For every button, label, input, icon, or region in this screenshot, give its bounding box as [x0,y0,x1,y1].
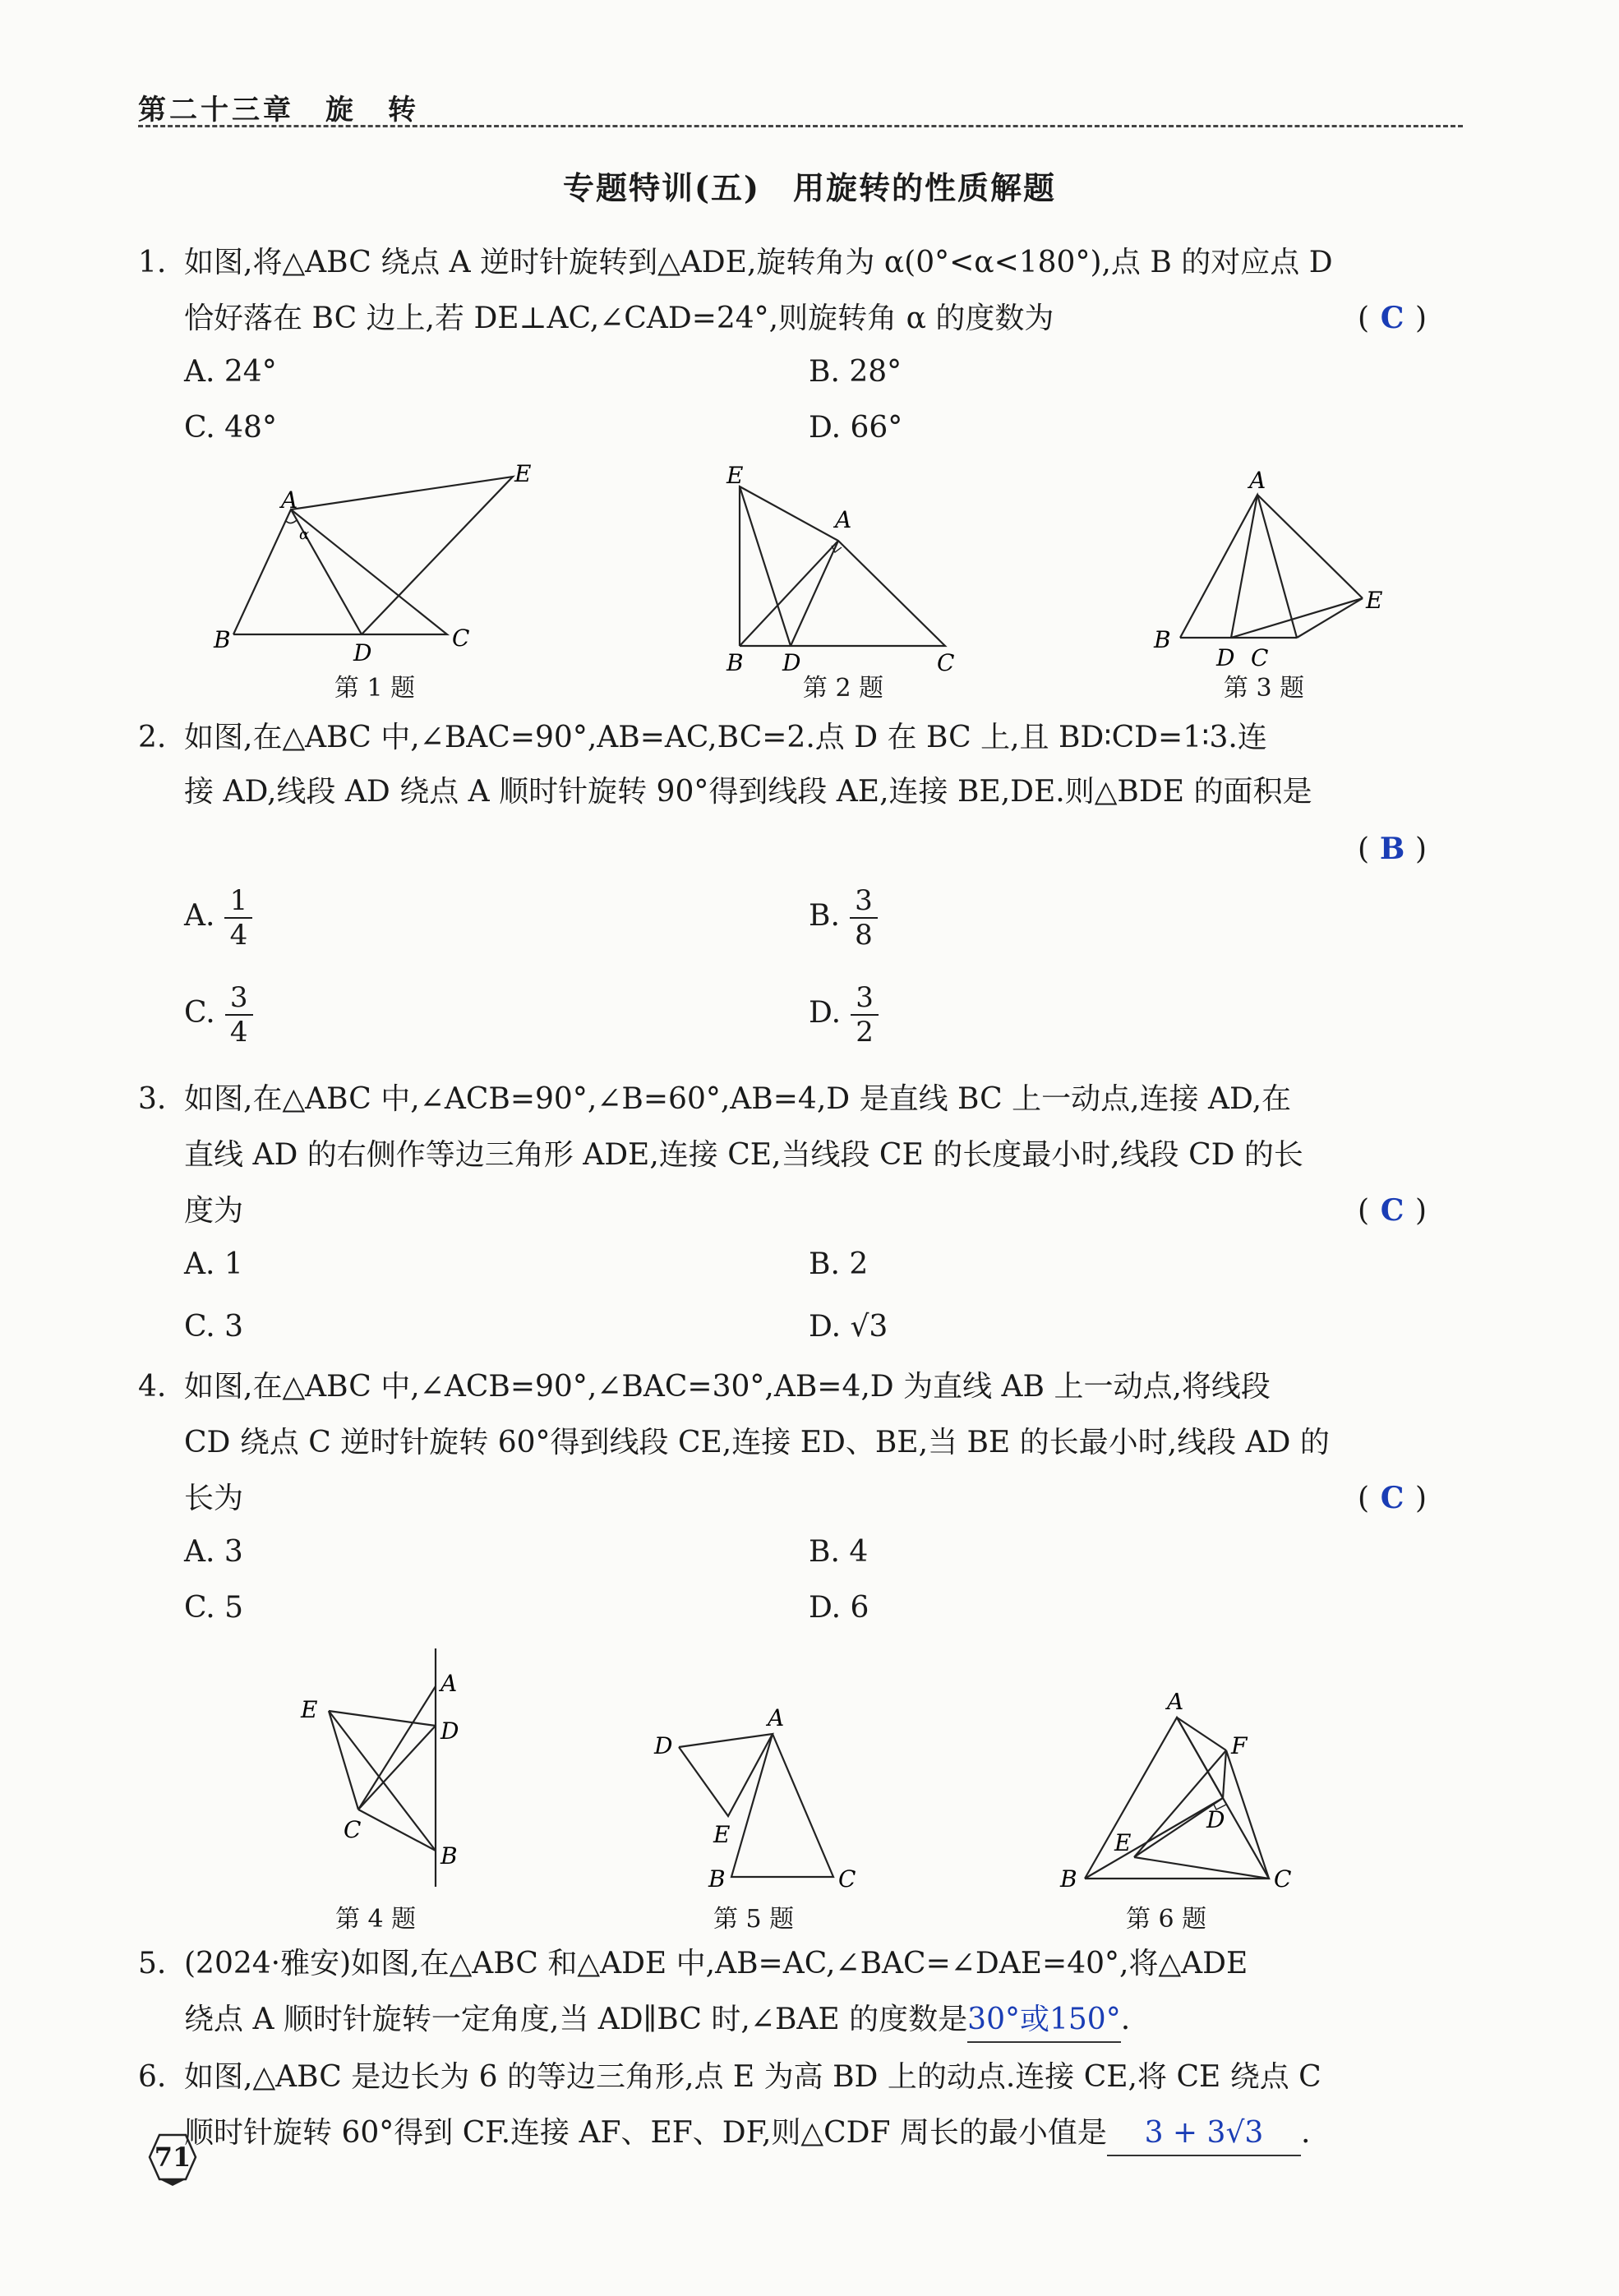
q1-option-b: B. 28° [809,355,902,389]
fig4-label-d: D [440,1717,459,1745]
fig2-label-b: B [726,649,744,674]
q2-option-d-numerator: 3 [856,981,874,1014]
figure-6 [1052,1693,1315,1898]
fig1-label-c: C [452,625,470,652]
q2-option-a [184,884,252,952]
figure-3-caption: 第 3 题 [1223,674,1305,703]
fig3-label-b: B [1154,626,1171,653]
fig6-label-f: F [1231,1732,1248,1759]
fig5-label-c: C [838,1865,856,1893]
question-3-line-3: 度为 [184,1194,244,1228]
question-6-number: 6. [138,2060,167,2094]
question-6-period: . [1300,2116,1311,2150]
question-6-text: 如图,△ABC 是边长为 6 的等边三角形,点 E 为高 BD 上的动点.连接 CE,将 CE 绕点 C [184,2060,1321,2094]
figure-4 [296,1644,493,1890]
figure-1 [205,460,551,666]
question-3-line-1 [138,1078,1291,1121]
q3-option-a: A. 1 [184,1247,243,1281]
question-4-line-1 [138,1366,1271,1408]
fig6-label-c: C [1274,1865,1292,1893]
figure-5-caption: 第 5 题 [713,1905,795,1934]
q1-option-c: C. 48° [184,411,277,445]
fig1-label-d: D [353,639,372,666]
q2-option-a-label: A. [184,899,215,933]
question-3-line-2: 直线 AD 的右侧作等边三角形 ADE,连接 CE,当线段 CE 的长度最小时,线段 CD 的长 [184,1138,1303,1172]
question-2-text: 如图,在△ABC 中,∠BAC=90°,AB=AC,BC=2.点 D 在 BC 上,且 BD∶CD=1∶3.连 [184,721,1267,754]
q2-option-b-denominator: 8 [855,919,873,952]
page-number: 71 [154,2142,191,2173]
question-4-line-3: 长为 [184,1482,244,1515]
header-divider [138,125,1463,127]
q3-option-c: C. 3 [184,1310,244,1344]
question-1-line-2: 恰好落在 BC 边上,若 DE⊥AC,∠CAD=24°,则旋转角 α 的度数为 [184,302,1054,335]
question-1-answer: ( C ) [1358,301,1428,335]
q3-option-b: B. 2 [809,1247,869,1281]
fig1-label-b: B [214,626,231,653]
q2-option-a-numerator: 1 [229,884,248,917]
fig4-label-c: C [344,1816,362,1843]
q2-option-d-denominator: 2 [856,1016,874,1049]
q1-option-a: A. 24° [184,355,277,389]
question-4-text: 如图,在△ABC 中,∠ACB=90°,∠BAC=30°,AB=4,D 为直线 AB 上一动点,将线段 [184,1370,1271,1404]
figure-4-caption: 第 4 题 [335,1905,417,1934]
question-1-line-1 [138,242,1333,284]
fig6-label-d: D [1206,1806,1225,1833]
fig3-label-d: D [1216,644,1235,671]
fig1-label-e: E [514,460,532,487]
q3-option-d: D. √3 [809,1310,888,1344]
q2-option-d [809,981,879,1049]
question-4-answer: ( C ) [1358,1481,1428,1515]
q2-option-c-numerator: 3 [229,981,248,1014]
fig2-label-c: C [937,649,955,674]
q2-option-c-label: C. [184,996,215,1030]
section-title: 专题特训(五) 用旋转的性质解题 [563,169,1056,206]
q4-option-b: B. 4 [809,1535,869,1569]
question-5-text: (2024·雅安)如图,在△ABC 和△ADE 中,AB=AC,∠BAC=∠DAE=40°,将△ADE [184,1947,1248,1980]
page-number-badge [138,2128,207,2186]
fig6-label-e: E [1114,1829,1132,1856]
question-3-number: 3. [138,1082,167,1116]
question-1-text: 如图,将△ABC 绕点 A 逆时针旋转到△ADE,旋转角为 α(0°<α<180°),点 B 的对应点 D [184,246,1333,279]
figure-6-caption: 第 6 题 [1126,1905,1207,1934]
figure-1-caption: 第 1 题 [334,674,416,703]
fig2-label-d: D [782,649,801,674]
fig6-label-b: B [1060,1865,1077,1893]
fig3-label-c: C [1251,644,1269,671]
question-4-number: 4. [138,1370,167,1404]
question-6-line-1 [138,2056,1321,2099]
question-5-text-2: 绕点 A 顺时针旋转一定角度,当 AD∥BC 时,∠BAE 的度数是 [184,2003,968,2036]
question-4-line-2: CD 绕点 C 逆时针旋转 60°得到线段 CE,连接 ED、BE,当 BE 的长最小时,线段 AD 的 [184,1426,1330,1459]
question-5-line-1 [138,1943,1248,1985]
fig3-label-e: E [1366,587,1383,614]
question-5-number: 5. [138,1947,167,1980]
q2-option-c [184,981,253,1049]
fig5-label-b: B [708,1865,726,1893]
q4-option-d: D. 6 [809,1591,869,1625]
q1-option-d: D. 66° [809,411,903,445]
question-5-answer-blank: 30°或150° [967,1999,1121,2043]
question-2-answer: ( B ) [1358,832,1428,866]
question-1-number: 1. [138,246,167,279]
fig5-label-d: D [654,1732,673,1759]
fig3-label-a: A [1249,467,1266,494]
q2-option-a-denominator: 4 [229,919,248,952]
figure-2 [715,460,978,674]
q4-option-c: C. 5 [184,1591,244,1625]
fig1-label-alpha: α [299,526,310,543]
fig2-label-e: E [726,462,744,489]
question-2-number: 2. [138,721,167,754]
question-3-answer-value: C [1380,1193,1405,1228]
q2-option-c-denominator: 4 [229,1016,248,1049]
question-5-line-2 [184,1999,1130,2043]
q2-option-b [809,884,878,952]
question-3-answer: ( C ) [1358,1193,1428,1228]
question-2-answer-value: B [1379,832,1405,866]
question-1-answer-value: C [1380,301,1405,335]
chapter-header: 第二十三章 旋 转 [138,94,419,127]
fig6-label-a: A [1167,1693,1184,1715]
q2-option-d-label: D. [809,996,842,1030]
question-2-line-1 [138,717,1267,759]
question-5-period: . [1120,2003,1131,2036]
question-6-text-2: 顺时针旋转 60°得到 CF.连接 AF、EF、DF,则△CDF 周长的最小值是 [184,2116,1107,2150]
figure-3 [1142,460,1414,674]
fig5-label-e: E [713,1821,731,1848]
fig4-label-e: E [301,1696,318,1723]
q2-option-b-numerator: 3 [855,884,873,917]
fig1-label-a: A [281,486,298,514]
question-6-line-2 [184,2112,1310,2156]
fig4-label-b: B [440,1842,458,1870]
fig2-label-a: A [835,506,852,533]
q4-option-a: A. 3 [184,1535,243,1569]
question-6-answer-blank: 3 + 3√3 [1107,2112,1301,2156]
figure-5 [649,1693,879,1898]
question-2-line-2: 接 AD,线段 AD 绕点 A 顺时针旋转 90°得到线段 AE,连接 BE,DE.则△BDE 的面积是 [184,775,1312,809]
fig4-label-a: A [440,1670,458,1697]
question-3-text: 如图,在△ABC 中,∠ACB=90°,∠B=60°,AB=4,D 是直线 BC 上一动点,连接 AD,在 [184,1082,1292,1116]
figure-2-caption: 第 2 题 [802,674,884,703]
q2-option-b-label: B. [809,899,840,933]
question-4-answer-value: C [1380,1481,1405,1515]
fig5-label-a: A [768,1704,785,1731]
